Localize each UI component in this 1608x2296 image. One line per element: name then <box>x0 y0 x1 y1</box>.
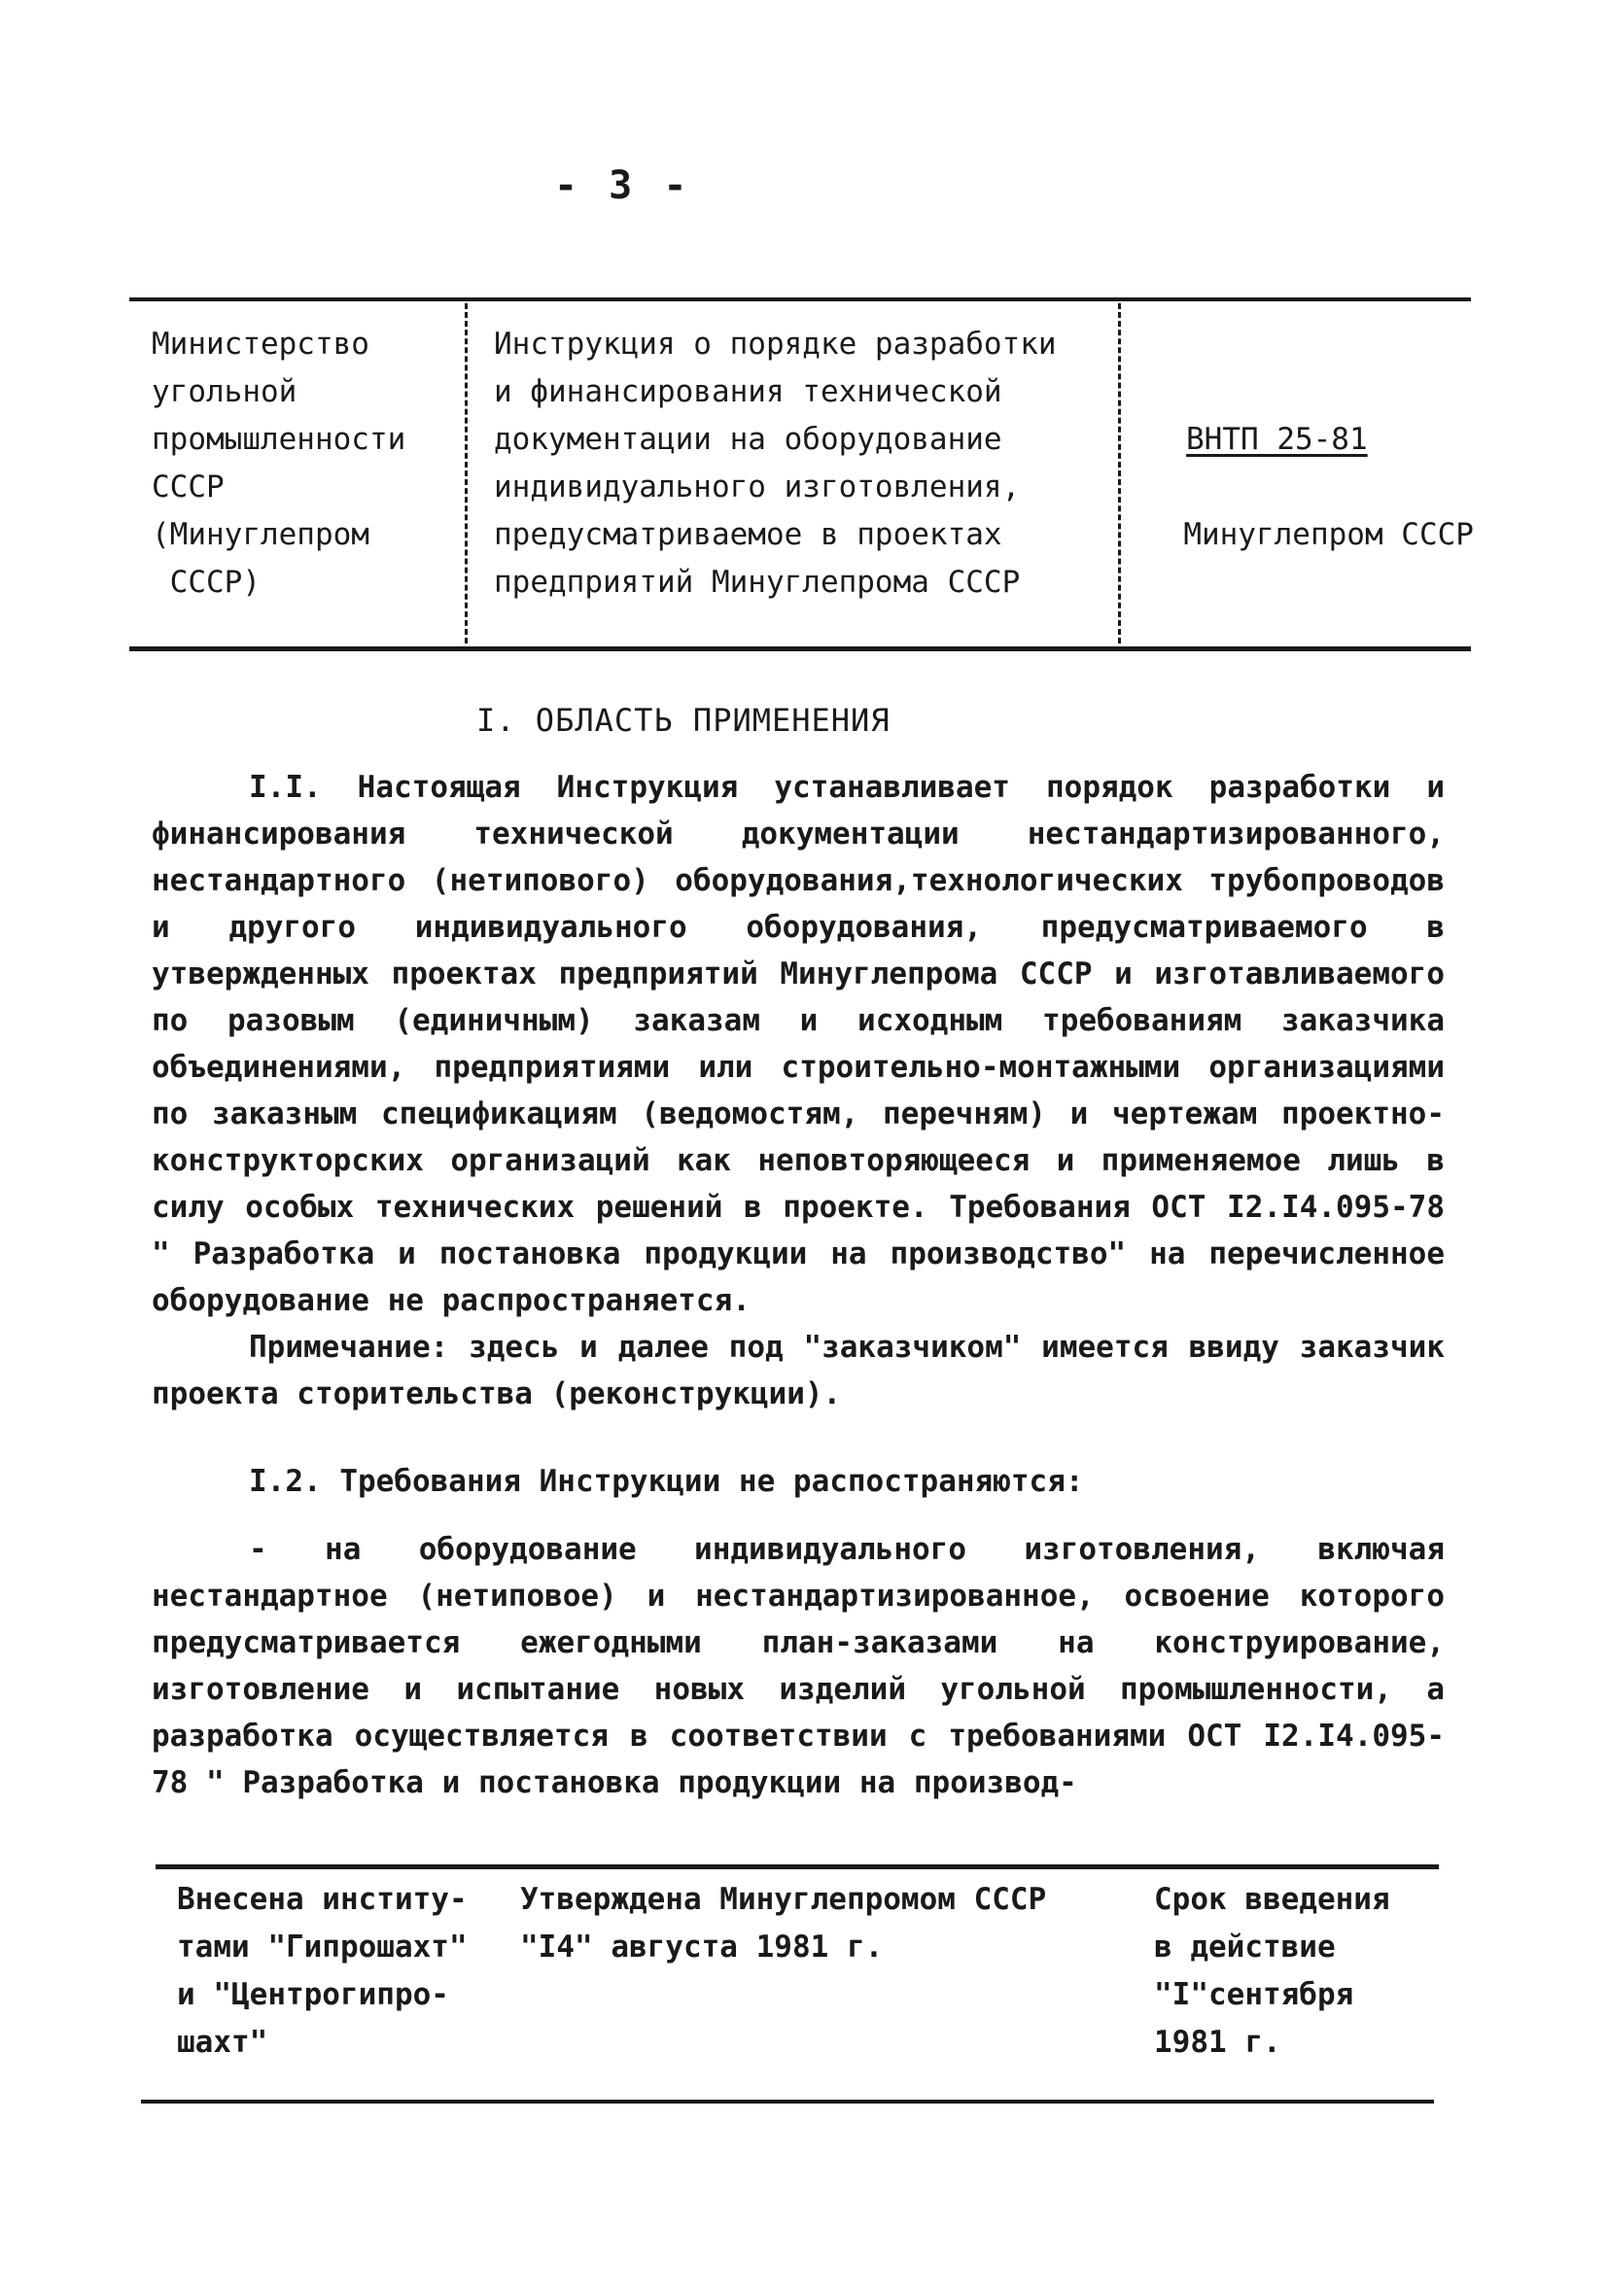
footer-bottom-rule <box>141 2100 1434 2104</box>
paragraph-1-2: I.2. Требования Инструкции не распостраняются: <box>249 1464 1084 1499</box>
footer-approved-by: Утверждена Минуглепромом СССР "I4" августа 1981 г. <box>520 1882 1047 1965</box>
header-column-divider <box>465 303 468 644</box>
header-bottom-rule <box>129 646 1471 651</box>
footer-introduced-by: Внесена институ- тами "Гипрошахт" и "Центрогипро- шахт" <box>177 1882 468 2060</box>
header-document-title: Инструкция о порядке разработки и финансирования технической документации на оборудование индивидуального изготовления, предусматриваемое в проектах предприятий Минуглепрома СССР <box>494 327 1057 600</box>
header-code-block <box>1147 321 1474 559</box>
section-title: I. ОБЛАСТЬ ПРИМЕНЕНИЯ <box>476 702 891 739</box>
document-code: ВНТП 25-81 <box>1186 422 1368 457</box>
header-top-rule <box>129 297 1471 301</box>
document-issuer: Минуглепром СССР <box>1183 517 1474 552</box>
paragraph-1-1: I.I. Настоящая Инструкция устанавливает порядок разработки и финансирования технической документации нестандартизированного, нестандартного (нетипового) оборудования,технологических трубопроводов и другого индивидуального оборудования, предусматриваемого в утвержденных проектах предприятий Минуглепрома СССР и изготавливаемого по разовым (единичным) заказам и исходным требованиям заказчика объединениями, предприятиями или строительно-монтажными организациями по заказным спецификациям (ведомостям, перечням) и чертежам проектно-конструкторских организаций как неповторяющееся и применяемое лишь в силу особых технических решений в проекте. Требования ОСТ I2.I4.095-78 " Разработка и постановка продукции на производство" на перечисленное оборудование не распространяется. <box>152 770 1445 1318</box>
header-column-divider <box>1118 303 1121 644</box>
paragraph-1-2-item: - на оборудование индивидуального изготовления, включая нестандартное (нетиповое) и нестандартизированное, освоение которого предусматривается ежегодными план-заказами на конструирование, изготовление и испытание новых изделий угольной промышленности, а разработка осуществляется в соответствии с требованиями ОСТ I2.I4.095-78 " Разработка и постановка продукции на производ- <box>152 1532 1445 1800</box>
note-paragraph: Примечание: здесь и далее под "заказчиком" имеется ввиду заказчик проекта сторительства (реконструкции). <box>152 1330 1445 1411</box>
header-ministry: Министерство угольной промышленности СССР (Минуглепром СССР) <box>152 327 406 600</box>
footer-effective-date: Срок введения в действие "I"сентября 1981 г. <box>1154 1882 1390 2060</box>
page-number: - 3 - <box>554 163 691 208</box>
footer-top-rule <box>156 1864 1439 1869</box>
